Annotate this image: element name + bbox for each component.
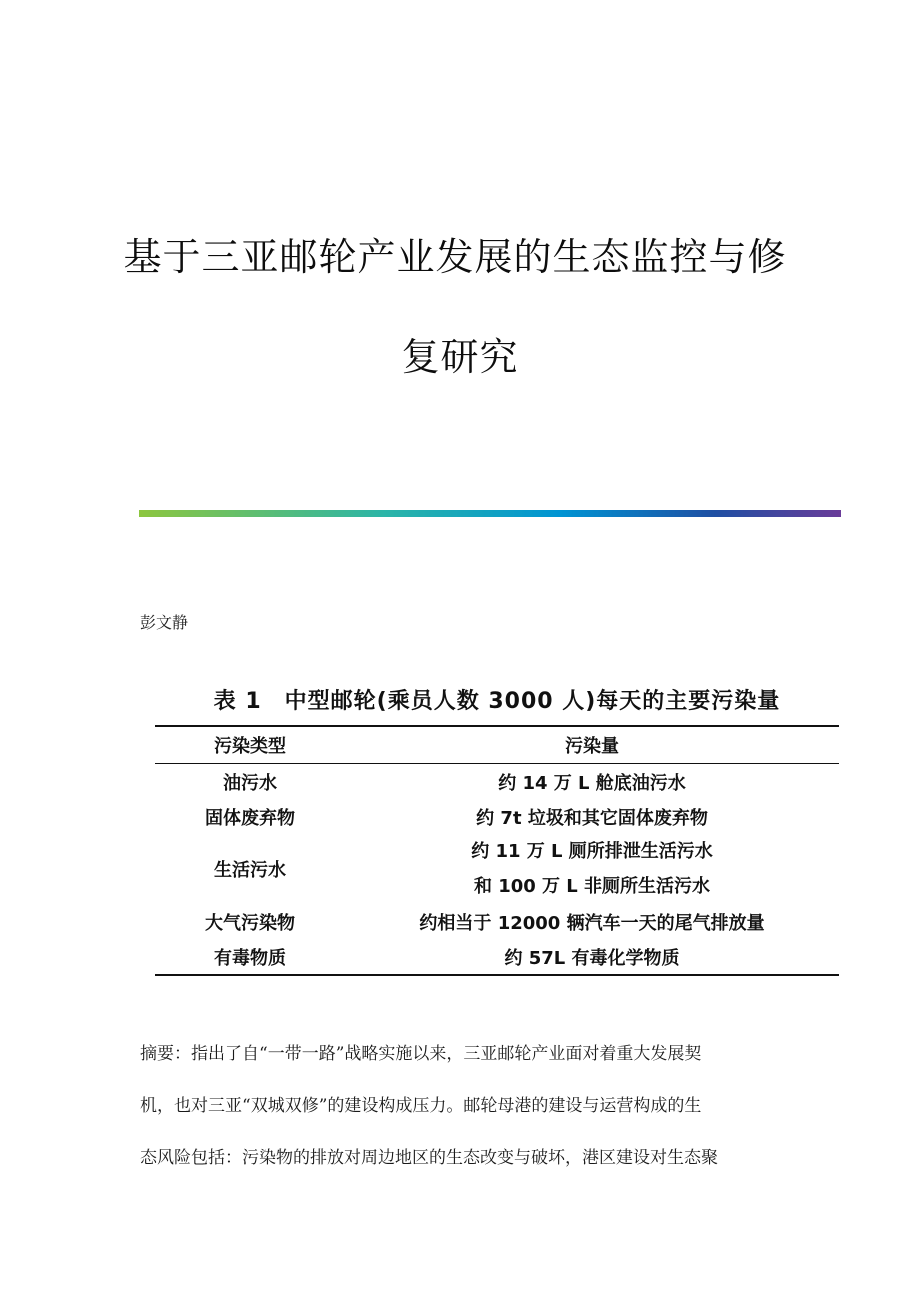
table-header-row xyxy=(155,726,839,764)
abstract-paragraph xyxy=(140,1028,780,1184)
table-cell-type: 生活污水 xyxy=(214,860,286,881)
table-row xyxy=(155,834,839,904)
abstract-line: 摘要：指出了自“一带一路”战略实施以来，三亚邮轮产业面对着重大发展契 xyxy=(140,1044,702,1064)
pollution-table xyxy=(155,725,839,976)
table-row xyxy=(155,904,839,939)
abstract-line: 机，也对三亚“双城双修”的建设构成压力。邮轮母港的建设与运营构成的生 xyxy=(140,1096,702,1116)
table-header-type: 污染类型 xyxy=(214,736,286,757)
paper-title-line-2: 复研究 xyxy=(401,335,519,379)
table-cell-amount: 约 7t 垃圾和其它固体废弃物 xyxy=(476,807,708,829)
table-cell-type: 有毒物质 xyxy=(214,947,286,969)
table-cell-amount: 约 57L 有毒化学物质 xyxy=(504,947,680,969)
table-cell-amount: 约 14 万 L 舱底油污水 xyxy=(498,772,686,794)
paper-title-line-1: 基于三亚邮轮产业发展的生态监控与修 xyxy=(123,235,787,279)
table-cell-type: 油污水 xyxy=(223,772,277,794)
author-name: 彭文静 xyxy=(140,613,189,632)
table-cell-type: 固体废弃物 xyxy=(205,807,295,829)
table-row xyxy=(155,799,839,834)
title-divider-bar xyxy=(139,510,841,517)
table-cell-amount: 约相当于 12000 辆汽车一天的尾气排放量 xyxy=(419,912,765,934)
table-cell-type: 大气污染物 xyxy=(205,912,295,934)
table-row xyxy=(155,764,839,800)
table-caption: 表 1 中型邮轮(乘员人数 3000 人)每天的主要污染量 xyxy=(213,689,781,714)
table-cell-amount-line: 约 11 万 L 厕所排泄生活污水 xyxy=(471,841,713,862)
table-cell-amount-line: 和 100 万 L 非厕所生活污水 xyxy=(473,876,711,897)
table-header-amount: 污染量 xyxy=(565,736,619,757)
abstract-line: 态风险包括：污染物的排放对周边地区的生态改变与破坏，港区建设对生态聚 xyxy=(140,1148,718,1168)
table-cell-amount xyxy=(345,834,839,904)
table-row xyxy=(155,939,839,975)
